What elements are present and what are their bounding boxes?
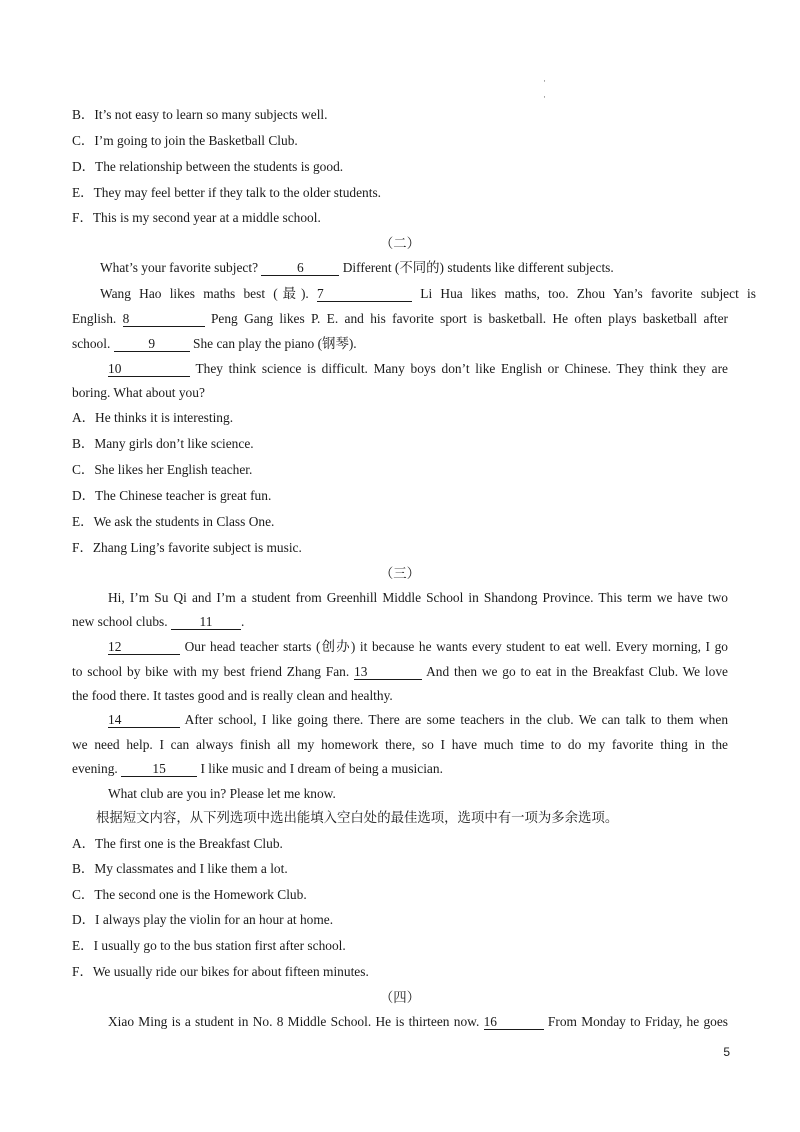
passage-text: to school by bike with my best friend Zhang Fan. [72, 664, 350, 679]
option-c: C．She likes her English teacher. [72, 462, 253, 477]
passage-line [100, 258, 756, 278]
answer-blank-6[interactable]: 6 [261, 260, 339, 276]
answer-blank-16[interactable]: 16 [484, 1014, 544, 1030]
option-e: E．We ask the students in Class One. [72, 514, 275, 529]
answer-blank-9[interactable]: 9 [114, 336, 190, 352]
answer-blank-7[interactable]: 7 [317, 286, 412, 302]
passage-text: English. [72, 311, 117, 326]
passage-text: new school clubs. [72, 614, 168, 629]
passage-line [108, 1012, 728, 1032]
option-a: A．The first one is the Breakfast Club. [72, 836, 283, 851]
passage-line: the food there. It tastes good and is really clean and healthy. [72, 688, 393, 703]
passage-line [108, 359, 728, 379]
passage-text: . [240, 614, 245, 629]
option-e: E．I usually go to the bus station first after school. [72, 938, 346, 953]
margin-mark: · [543, 92, 546, 102]
answer-blank-15[interactable]: 15 [121, 761, 197, 777]
option-c: C．The second one is the Homework Club. [72, 887, 307, 902]
passage-text: Wang Hao likes maths best (最). [100, 286, 309, 301]
passage-line: What club are you in? Please let me know. [108, 786, 336, 801]
option-d: D．The Chinese teacher is great fun. [72, 488, 272, 503]
passage-text: Our head teacher starts (创办) it because he wants every student to eat well. Every morning, I go [184, 639, 728, 654]
passage-line [72, 334, 728, 354]
answer-blank-11[interactable]: 11 [171, 614, 241, 630]
passage-text: They think science is difficult. Many boys don’t like English or Chinese. They think they are [195, 361, 728, 376]
page-number: 5 [723, 1045, 730, 1059]
passage-text: And then we go to eat in the Breakfast Club. We love [426, 664, 728, 679]
section-heading: （三） [379, 566, 421, 581]
passage-text: Xiao Ming is a student in No. 8 Middle School. He is thirteen now. [108, 1014, 480, 1029]
passage-text: Different (不同的) students like different subjects. [342, 260, 614, 275]
section-heading: （二） [379, 236, 421, 251]
answer-blank-12[interactable]: 12 [108, 639, 180, 655]
answer-blank-13[interactable]: 13 [354, 664, 422, 680]
option-f: F．Zhang Ling’s favorite subject is music. [72, 540, 302, 555]
passage-text: Li Hua likes maths, too. Zhou Yan’s favorite subject is [420, 286, 756, 301]
passage-text: I like music and I dream of being a musician. [200, 761, 443, 776]
section-heading: （四） [379, 990, 421, 1005]
passage-text: evening. [72, 761, 118, 776]
option-e: E．They may feel better if they talk to the older students. [72, 185, 382, 200]
option-f: F．This is my second year at a middle school. [72, 210, 321, 225]
passage-line [72, 759, 728, 779]
passage-line [72, 662, 728, 682]
passage-line [108, 637, 728, 657]
passage-line: we need help. I can always finish all my homework there, so I have much time to do my favorite thing in the [72, 737, 728, 752]
instruction-text: 根据短文内容，从下列选项中选出能填入空白处的最佳选项，选项中有一项为多余选项。 [96, 810, 619, 825]
passage-line: Hi, I’m Su Qi and I’m a student from Greenhill Middle School in Shandong Province. This term we have two [108, 590, 728, 605]
option-d: D．The relationship between the students is good. [72, 159, 344, 174]
passage-line [72, 612, 728, 632]
passage-text: From Monday to Friday, he goes [547, 1014, 729, 1029]
option-d: D．I always play the violin for an hour at home. [72, 912, 334, 927]
option-b: B．My classmates and I like them a lot. [72, 861, 288, 876]
passage-line [72, 309, 728, 329]
passage-line [108, 710, 728, 730]
passage-line [100, 284, 756, 304]
answer-blank-8[interactable]: 8 [123, 311, 205, 327]
passage-text: She can play the piano (钢琴). [193, 336, 357, 351]
option-b: B．It’s not easy to learn so many subjects well. [72, 107, 328, 122]
option-f: F．We usually ride our bikes for about fifteen minutes. [72, 964, 369, 979]
passage-text: Peng Gang likes P. E. and his favorite sport is basketball. He often plays basketball after [210, 311, 728, 326]
answer-blank-10[interactable]: 10 [108, 361, 190, 377]
margin-mark: · [543, 76, 546, 86]
option-a: A．He thinks it is interesting. [72, 410, 234, 425]
passage-line: boring. What about you? [72, 385, 205, 400]
passage-text: What’s your favorite subject? [100, 260, 259, 275]
passage-text: school. [72, 336, 111, 351]
passage-text: After school, I like going there. There are some teachers in the club. We can talk to them when [184, 712, 729, 727]
option-c: C．I’m going to join the Basketball Club. [72, 133, 298, 148]
answer-blank-14[interactable]: 14 [108, 712, 180, 728]
option-b: B．Many girls don’t like science. [72, 436, 254, 451]
